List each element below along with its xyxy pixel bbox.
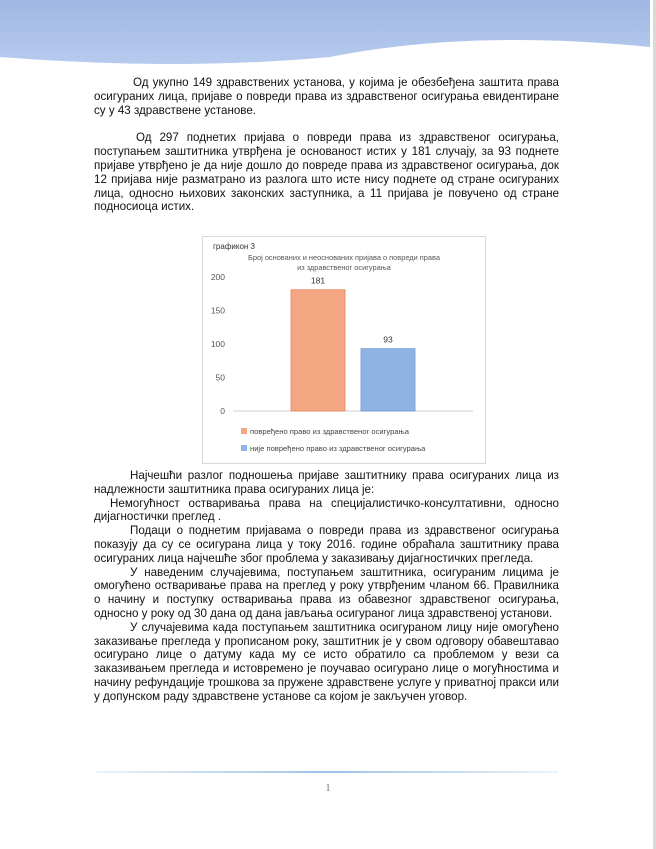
y-tick-label: 50 — [215, 372, 225, 383]
legend-entry-2: није повређено право из здравственог осигурања — [250, 444, 426, 453]
paragraph-institutions: Од укупно 149 здравствених установа, у којима је обезбеђена заштита права осигураних лица, пријаве о повреди права из здравственог осигурања евидентиране су у 43 здравствене установе. — [94, 76, 559, 117]
bar-data-label-1: 181 — [310, 275, 326, 286]
y-tick-label: 100 — [210, 339, 225, 349]
y-tick-label: 0 — [220, 406, 225, 416]
y-tick-label: 150 — [210, 305, 225, 316]
legend-swatch-2 — [241, 445, 247, 451]
legend-entry-1: повређено право из здравственог осигурања — [250, 427, 409, 436]
paragraph-complaints: Од 297 поднетих пријава о повреди права из здравственог осигурања, поступањем заштитника утврђена је основаност истих у 181 случају, за 93 поднете пријаве утврђено је да није дошло до повреде права из здравственог осигурања, док 12 пријава није разматрано из разлога што исте нису поднете од стране осигураних лица, односно њихових законских заступника, а 11 пријава је повучено од стране подносиоца истих. — [94, 131, 559, 214]
bar-1 — [291, 290, 345, 411]
chart-container — [202, 236, 486, 464]
chart-label: графикон 3 — [213, 242, 255, 251]
paragraph-data: Подаци о поднетим пријавама о повреди права из здравственог осигурања показују да су се осигурана лица у току 2016. године обраћала заштитнику права осигураних лица најчешће због проблема у заказивању дијагностичких прегледа. — [94, 524, 559, 565]
chart-title-line-2: из здравственог осигурања — [297, 263, 391, 272]
chart-title-line-1: Број основаних и неоснованих пријава о повреди права — [248, 253, 440, 262]
paragraph-reason-item: Немогућност остваривања права на специјалистичко-консултативни, односно дијагностички преглед . — [94, 496, 559, 524]
legend-swatch-1 — [241, 428, 247, 434]
y-tick-label: 200 — [210, 272, 225, 282]
page-header-band — [0, 0, 650, 72]
paragraph-reason-intro: Најчешћи разлог подношења пријаве заштитнику права осигураних лица из надлежности заштитника права осигураних лица је: — [94, 469, 559, 496]
paragraph-refund: У случајевима када поступањем заштитника осигураном лицу није омогућено заказивање прегледа у прописаном року, заштитник је у свом одговору обавештавао осигурано лице о датуму када му се исто обратило са проблемом у вези са заказивањем прегледа и истовремено је поучавао осигурано лице о могућностима и начину рефундације трошкова за пружене здравствене услуге у приватној пракси или у допунском раду здравствене установе са којом је закључен уговор. — [94, 620, 559, 703]
footer-rule — [96, 771, 558, 774]
bar-data-label-2: 93 — [383, 334, 393, 345]
paragraph-cases: У наведеним случајевима, поступањем заштитника, осигураним лицима је омогућено остваривање права на преглед у року утврђеним чланом 66. Правилника о начину и поступку остваривања права из обавезног здравственог осигурања, односно у року од 30 дана од дана јављања осигураног лица здравственој установи. — [94, 565, 559, 620]
document-body-top — [94, 76, 559, 214]
bar-chart — [203, 237, 485, 463]
document-body-bottom — [94, 469, 559, 704]
bar-2 — [361, 349, 415, 411]
page-number: 1 — [325, 782, 331, 794]
